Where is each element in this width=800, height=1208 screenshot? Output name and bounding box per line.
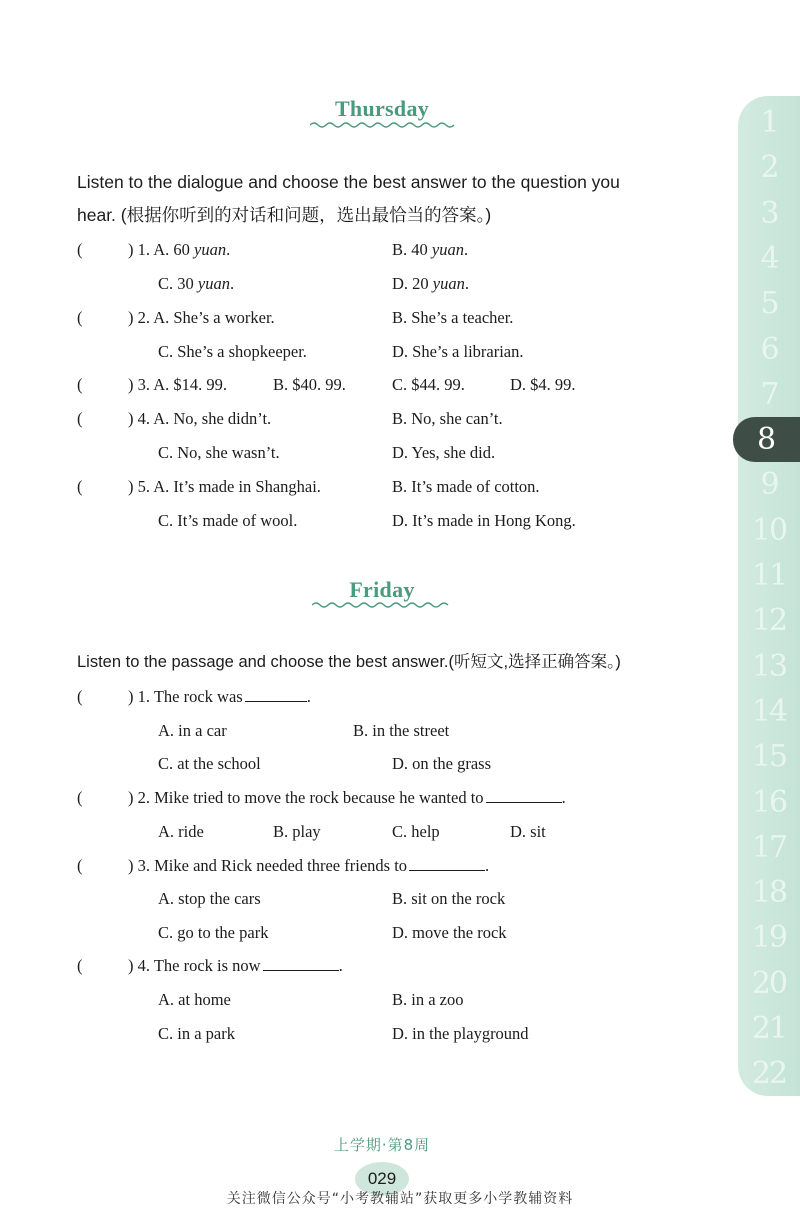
answer-paren-open[interactable]: ( xyxy=(77,956,83,975)
friday-question-4-option-a: A. at home xyxy=(158,990,231,1009)
friday-question-1-ab xyxy=(0,718,730,744)
thursday-instruction-line-1: Listen to the dialogue and choose the best answer to the question you xyxy=(77,172,620,192)
friday-question-3-ab xyxy=(0,886,730,912)
friday-question-4-ab xyxy=(0,987,730,1013)
thursday-question-5-cd xyxy=(0,508,730,534)
friday-question-3-option-b: B. sit on the rock xyxy=(392,889,506,908)
question-3-option-c: C. $44. 99. xyxy=(392,375,465,394)
friday-wave-decoration xyxy=(312,601,452,609)
friday-question-2-options xyxy=(0,819,730,845)
friday-question-1-option-a: A. in a car xyxy=(158,721,227,740)
thursday-instruction xyxy=(77,166,692,232)
question-1-option-a: ) 1. A. 60 xyxy=(128,240,194,259)
week-tab-17[interactable]: 17 xyxy=(751,829,787,865)
friday-question-1-cd xyxy=(0,751,730,777)
question-2-option-a: ) 2. A. She’s a worker. xyxy=(128,308,275,327)
question-3-option-a: ) 3. A. $14. 99. xyxy=(128,375,227,394)
friday-question-2-option-a: A. ride xyxy=(158,822,204,841)
friday-title: Friday xyxy=(349,577,415,602)
answer-blank[interactable] xyxy=(409,853,485,871)
question-4-option-d: D. Yes, she did. xyxy=(392,443,496,462)
question-3-option-b: B. $40. 99. xyxy=(273,375,346,394)
week-tab-20[interactable]: 20 xyxy=(751,965,787,1001)
friday-question-1-option-d: D. on the grass xyxy=(392,754,491,773)
question-3-option-d: D. $4. 99. xyxy=(510,375,576,394)
question-5-option-c: C. It’s made of wool. xyxy=(158,511,298,530)
thursday-instruction-line-2: hear. (根据你听到的对话和问题，选出最恰当的答案。) xyxy=(77,205,492,225)
question-1-option-b: B. 40 xyxy=(392,240,432,259)
answer-paren-open[interactable]: ( xyxy=(77,375,83,394)
friday-question-4-stem: ) 4. The rock is now xyxy=(128,956,261,975)
friday-question-3-option-d: D. move the rock xyxy=(392,923,507,942)
week-tab-19[interactable]: 19 xyxy=(751,920,787,956)
friday-question-1-option-c: C. at the school xyxy=(158,754,261,773)
friday-question-2-stem: ) 2. Mike tried to move the rock because he wanted to xyxy=(128,788,484,807)
week-tab-3[interactable]: 3 xyxy=(760,195,778,231)
friday-question-4-cd xyxy=(0,1021,730,1047)
week-tab-1[interactable]: 1 xyxy=(760,105,778,140)
friday-question-1-stem: ) 1. The rock was xyxy=(128,687,243,706)
page-number: 029 xyxy=(355,1162,409,1196)
friday-question-2-option-b: B. play xyxy=(273,822,321,841)
friday-question-3: ( ) 3. Mike and Rick needed three friends to . xyxy=(0,853,730,879)
week-tab-10[interactable]: 10 xyxy=(751,512,787,548)
thursday-title: Thursday xyxy=(334,96,430,121)
friday-question-2-option-d: D. sit xyxy=(510,822,546,841)
answer-paren-open[interactable]: ( xyxy=(77,687,83,706)
question-5-option-a: ) 5. A. It’s made in Shanghai. xyxy=(128,477,321,496)
friday-question-3-cd xyxy=(0,920,730,946)
week-tab-14[interactable]: 14 xyxy=(751,693,787,729)
week-tab-7[interactable]: 7 xyxy=(760,376,778,412)
question-1-option-d: D. 20 xyxy=(392,274,433,293)
question-4-option-c: C. No, she wasn’t. xyxy=(158,443,280,462)
week-tab-5[interactable]: 5 xyxy=(760,286,778,322)
thursday-question-4 xyxy=(0,406,730,432)
answer-paren-open[interactable]: ( xyxy=(77,240,83,259)
question-1-option-c: C. 30 xyxy=(158,274,198,293)
unit-yuan: yuan xyxy=(194,240,227,259)
question-2-option-d: D. She’s a librarian. xyxy=(392,342,524,361)
question-5-option-d: D. It’s made in Hong Kong. xyxy=(392,511,576,530)
week-tab-8[interactable]: 8 xyxy=(733,417,800,462)
thursday-question-3 xyxy=(0,372,730,398)
question-2-option-c: C. She’s a shopkeeper. xyxy=(158,342,307,361)
week-tab-11[interactable]: 11 xyxy=(751,558,787,593)
week-tab-22[interactable]: 22 xyxy=(751,1056,787,1092)
question-5-option-b: B. It’s made of cotton. xyxy=(392,477,540,496)
friday-question-4: ( ) 4. The rock is now . xyxy=(0,953,730,979)
friday-question-1-option-b: B. in the street xyxy=(353,721,450,740)
answer-paren-open[interactable]: ( xyxy=(77,788,83,807)
week-tab-12[interactable]: 12 xyxy=(751,603,787,639)
week-tab-21[interactable]: 21 xyxy=(751,1011,787,1046)
thursday-question-1-cd: C. 30 yuan. D. 20 yuan. xyxy=(158,274,469,293)
answer-paren-open[interactable]: ( xyxy=(77,409,83,428)
thursday-question-4-cd xyxy=(0,440,730,466)
friday-question-3-option-c: C. go to the park xyxy=(158,923,269,942)
question-4-option-b: B. No, she can’t. xyxy=(392,409,503,428)
answer-paren-open[interactable]: ( xyxy=(77,856,83,875)
answer-paren-open[interactable]: ( xyxy=(77,308,83,327)
week-tab-18[interactable]: 18 xyxy=(751,875,787,911)
thursday-question-2 xyxy=(0,305,730,331)
answer-blank[interactable] xyxy=(486,785,562,803)
answer-blank[interactable] xyxy=(245,684,307,702)
thursday-question-2-cd xyxy=(0,339,730,365)
week-tab-16[interactable]: 16 xyxy=(751,784,787,820)
thursday-question-5 xyxy=(0,474,730,500)
week-tab-13[interactable]: 13 xyxy=(751,648,787,684)
week-tab-4[interactable]: 4 xyxy=(760,240,778,276)
thursday-wave-decoration xyxy=(310,121,456,129)
week-tab-2[interactable]: 2 xyxy=(760,150,778,186)
friday-question-4-option-d: D. in the playground xyxy=(392,1024,529,1043)
friday-question-4-option-b: B. in a zoo xyxy=(392,990,464,1009)
week-tab-15[interactable]: 15 xyxy=(751,739,787,775)
friday-question-1: ( ) 1. The rock was . xyxy=(0,684,730,710)
week-tab-6[interactable]: 6 xyxy=(760,331,778,367)
friday-question-4-option-c: C. in a park xyxy=(158,1024,235,1043)
friday-question-3-option-a: A. stop the cars xyxy=(158,889,261,908)
footer-promo-note: 关注微信公众号“小考教辅站”获取更多小学教辅资料 xyxy=(226,1191,574,1207)
question-4-option-a: ) 4. A. No, she didn’t. xyxy=(128,409,272,428)
friday-question-2-option-c: C. help xyxy=(392,822,440,841)
answer-paren-open[interactable]: ( xyxy=(77,477,83,496)
friday-question-2: ( ) 2. Mike tried to move the rock because he wanted to . xyxy=(0,785,730,811)
thursday-question-1: ( ) 1. A. 60 yuan. B. 40 yuan. xyxy=(0,237,730,263)
week-tab-9[interactable]: 9 xyxy=(760,467,778,503)
footer-term-label: 上学期·第8周 xyxy=(333,1136,431,1154)
friday-instruction: Listen to the passage and choose the best answer.(听短文,选择正确答案。) xyxy=(77,653,621,671)
answer-blank[interactable] xyxy=(263,953,339,971)
friday-question-3-stem: ) 3. Mike and Rick needed three friends to xyxy=(128,856,408,875)
question-2-option-b: B. She’s a teacher. xyxy=(392,308,514,327)
